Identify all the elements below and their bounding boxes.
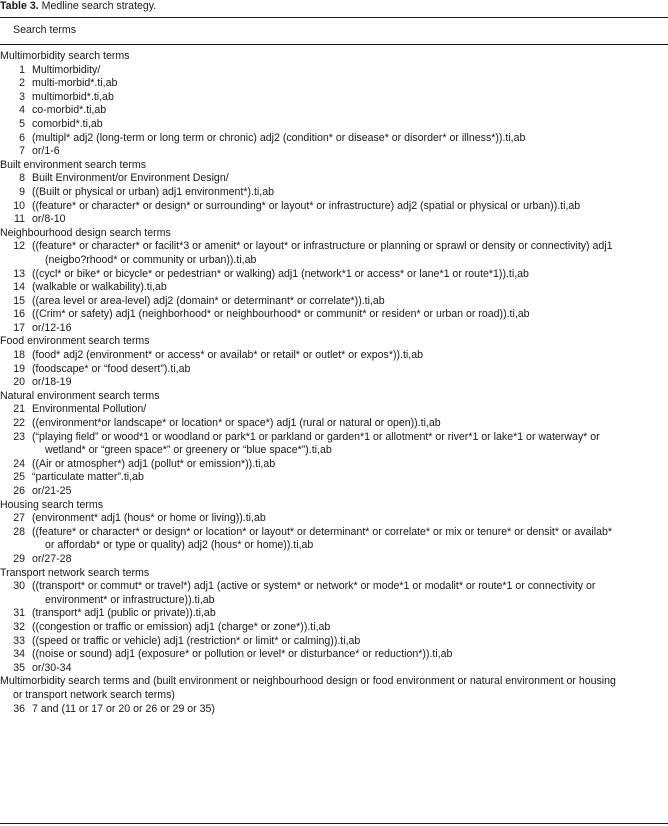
section-heading: [0, 227, 668, 241]
row-number: 1: [19, 63, 25, 76]
row-number: 9: [19, 185, 25, 198]
table-row: [0, 594, 668, 608]
column-header: Search terms: [13, 24, 76, 36]
row-number: 13: [13, 267, 25, 280]
table-row: [0, 621, 668, 635]
search-term: environment* or infrastructure)).ti,ab: [45, 593, 215, 606]
search-term: “particulate matter”.ti,ab: [32, 471, 144, 484]
table-row: [0, 635, 668, 649]
search-term: ((speed or traffic or vehicle) adj1 (restriction* or limit* or calming)).ti,ab: [32, 634, 361, 647]
table-row: [0, 363, 668, 377]
row-number: 12: [13, 240, 25, 253]
search-term: Multimorbidity/: [32, 63, 101, 76]
row-number: 34: [13, 648, 25, 661]
table-row: [0, 186, 668, 200]
table-row: [0, 104, 668, 118]
row-number: 14: [13, 281, 25, 294]
search-term: co-morbid*.ti,ab: [32, 104, 107, 117]
search-term: ((feature* or character* or design* or location* or layout* or determinant* or correlate* or mix or tenure* or densit* or availab*: [32, 525, 612, 538]
table-row: [0, 77, 668, 91]
row-number: 19: [13, 362, 25, 375]
table-row: [0, 471, 668, 485]
row-number: 33: [13, 634, 25, 647]
search-term: (environment* adj1 (hous* or home or living)).ti,ab: [32, 512, 266, 525]
table-row: [0, 648, 668, 662]
search-term: (“playing field” or wood*1 or woodland or park*1 or parkland or garden*1 or allotment* or river*1 or lake*1 or waterway* or: [32, 430, 600, 443]
table-row: [0, 91, 668, 105]
search-term: comorbid*.ti,ab: [32, 117, 103, 130]
search-term: Built Environment/or Environment Design/: [32, 172, 229, 185]
row-number: 24: [13, 457, 25, 470]
row-number: 23: [13, 430, 25, 443]
top-rule: [0, 17, 668, 18]
table-row: [0, 580, 668, 594]
search-term: (transport* adj1 (public or private)).ti,ab: [32, 607, 216, 620]
row-number: 2: [19, 77, 25, 90]
row-number: 7: [19, 145, 25, 158]
search-term: or/8-10: [32, 213, 66, 226]
row-number: 5: [19, 117, 25, 130]
table-row: [0, 458, 668, 472]
table-title: Medline search strategy.: [41, 0, 157, 12]
row-number: 36: [13, 702, 25, 715]
section-heading: [0, 390, 668, 404]
section-title: Multimorbidity search terms and (built environment or neighbourhood design or food environment or natural environment or housing: [0, 675, 616, 688]
row-number: 35: [13, 661, 25, 674]
section-heading: [0, 675, 668, 689]
search-term: ((Air or atmospher*) adj1 (pollut* or emission*)).ti,ab: [32, 457, 276, 470]
search-term: ((feature* or character* or design* or surrounding* or layout* or infrastructure) adj2 (spatial or physical or urban)).ti,ab: [32, 199, 581, 212]
table-row: [0, 349, 668, 363]
table-row: [0, 308, 668, 322]
table-row: [0, 417, 668, 431]
table-row: [0, 553, 668, 567]
table-row: [0, 431, 668, 445]
search-term: (multipl* adj2 (long-term or long term or chronic) adj2 (condition* or disease* or disorder* or illness*)).ti,ab: [32, 131, 526, 144]
table-label: Table 3.: [0, 0, 39, 12]
table-row: [0, 213, 668, 227]
section-heading: [0, 335, 668, 349]
row-number: 10: [13, 199, 25, 212]
section-title: Multimorbidity search terms: [0, 50, 130, 62]
table-row: [0, 64, 668, 78]
row-number: 30: [13, 580, 25, 593]
table-row: [0, 512, 668, 526]
header-rule: [0, 44, 668, 45]
search-term: ((noise or sound) adj1 (exposure* or pollution or level* or disturbance* or reduction*)).ti,ab: [32, 648, 453, 661]
row-number: 17: [13, 321, 25, 334]
table-row: [0, 200, 668, 214]
search-term: ((Built or physical or urban) adj1 environment*).ti,ab: [32, 185, 275, 198]
section-heading: [0, 159, 668, 173]
table-row: [0, 118, 668, 132]
row-number: 3: [19, 90, 25, 103]
row-number: 31: [13, 607, 25, 620]
section-title: Neighbourhood design search terms: [0, 226, 171, 239]
row-number: 8: [19, 172, 25, 185]
search-term: ((Crim* or safety) adj1 (neighborhood* or neighbourhood* or communit* or residen* or urban or road)).ti,ab: [32, 308, 530, 321]
search-term: (neigbo?rhood* or community or urban)).ti,ab: [45, 253, 257, 266]
row-number: 29: [13, 552, 25, 565]
section-title: Built environment search terms: [0, 158, 147, 171]
bottom-rule: [0, 823, 668, 824]
search-term: ((environment*or landscape* or location* or space*) adj1 (rural or natural or open)).ti,ab: [32, 417, 441, 430]
table-row: [0, 295, 668, 309]
search-term: wetland* or “green space*” or greenery or “blue space*”).ti,ab: [45, 444, 332, 457]
search-term: 7 and (11 or 17 or 20 or 26 or 29 or 35): [32, 702, 215, 715]
table-row: [0, 403, 668, 417]
search-term: ((area level or area-level) adj2 (domain* or determinant* or correlate*)).ti,ab: [32, 294, 385, 307]
table-row: [0, 132, 668, 146]
section-title: Food environment search terms: [0, 335, 150, 348]
search-term: ((congestion or traffic or emission) adj1 (charge* or zone*)).ti,ab: [32, 620, 331, 633]
table-row: [0, 322, 668, 336]
search-term: ((cycl* or bike* or bicycle* or pedestrian* or walking) adj1 (network*1 or access* or lane*1 or route*1)).ti,ab: [32, 267, 529, 280]
search-term: ((transport* or commut* or travel*) adj1 (active or system* or network* or mode*1 or modalit* or route*1 or connectivity or: [32, 580, 596, 593]
search-term: or/1-6: [32, 145, 60, 158]
table-row: [0, 376, 668, 390]
section-heading: [0, 50, 668, 64]
row-number: 4: [19, 104, 25, 117]
section-title: Transport network search terms: [0, 566, 150, 579]
search-term: or/27-28: [32, 552, 72, 565]
table-caption: [0, 0, 156, 14]
row-number: 20: [13, 376, 25, 389]
table-row: [0, 254, 668, 268]
row-number: 32: [13, 620, 25, 633]
section-heading: [0, 499, 668, 513]
section-title: Natural environment search terms: [0, 389, 160, 402]
search-term: or/21-25: [32, 485, 72, 497]
row-number: 22: [13, 417, 25, 430]
table-row: [0, 539, 668, 553]
table-row: [0, 662, 668, 676]
table-row: [0, 145, 668, 159]
row-number: 6: [19, 131, 25, 144]
row-number: 26: [13, 485, 25, 497]
search-term: Environmental Pollution/: [32, 403, 147, 416]
search-term: or/12-16: [32, 321, 72, 334]
search-term: (foodscape* or “food desert”).ti,ab: [32, 362, 191, 375]
row-number: 15: [13, 294, 25, 307]
table-row: [0, 172, 668, 186]
section-heading: [0, 689, 668, 703]
section-title: Housing search terms: [0, 498, 104, 511]
search-term: multimorbid*.ti,ab: [32, 90, 114, 103]
search-term: multi-morbid*.ti,ab: [32, 77, 118, 90]
table-row: [0, 526, 668, 540]
row-number: 18: [13, 349, 25, 362]
table-row: [0, 607, 668, 621]
search-term: or affordab* or type or quality) adj2 (hous* or home)).ti,ab: [45, 539, 314, 552]
search-term: or/30-34: [32, 661, 72, 674]
search-term: (food* adj2 (environment* or access* or availab* or retail* or outlet* or expos*)).ti,ab: [32, 349, 423, 362]
search-term: or/18-19: [32, 376, 72, 389]
row-number: 28: [13, 525, 25, 538]
section-title: or transport network search terms): [13, 688, 175, 701]
table-row: [0, 268, 668, 282]
row-number: 11: [14, 213, 25, 226]
table-row: [0, 485, 668, 499]
section-heading: [0, 567, 668, 581]
search-term: ((feature* or character* or facilit*3 or amenit* or layout* or infrastructure or planning or sprawl or density or connectivity) adj1: [32, 240, 613, 253]
table-row: [0, 281, 668, 295]
row-number: 25: [13, 471, 25, 484]
row-number: 16: [13, 308, 25, 321]
row-number: 27: [13, 512, 25, 525]
table-row: [0, 444, 668, 458]
search-term: (walkable or walkability).ti,ab: [32, 281, 167, 294]
table-row: [0, 240, 668, 254]
row-number: 21: [13, 403, 25, 416]
table-row: [0, 703, 668, 717]
table-body: [0, 50, 668, 716]
